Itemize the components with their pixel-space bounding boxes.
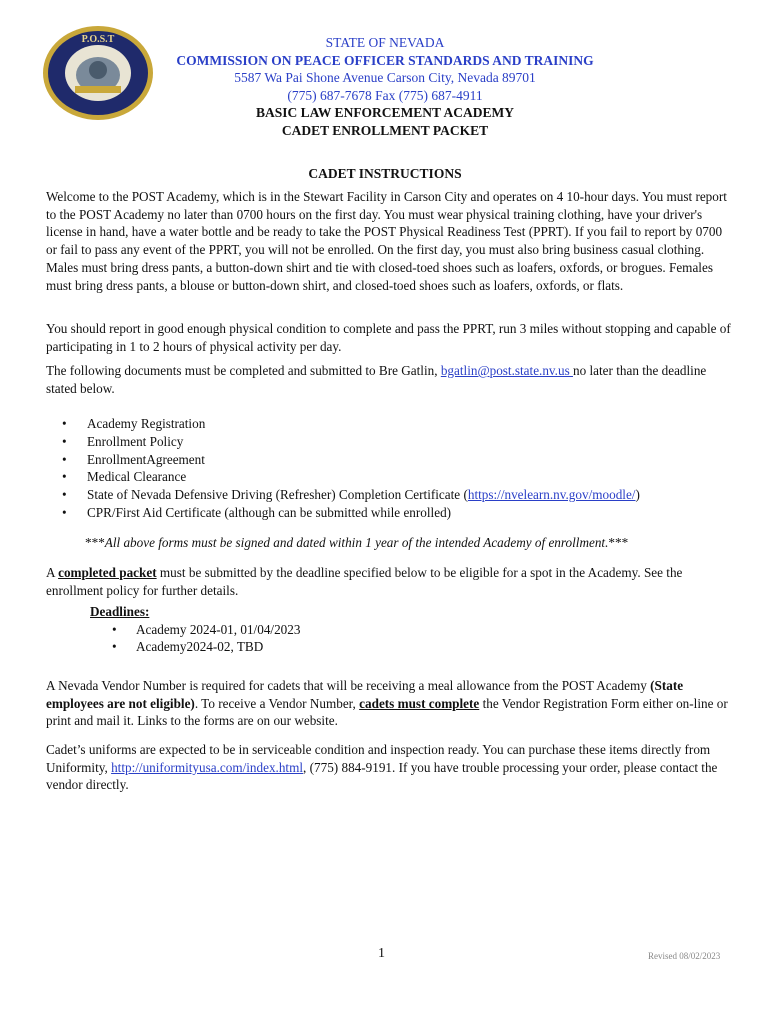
list-item: • Enrollment Policy xyxy=(60,433,740,451)
list-item: • CPR/First Aid Certificate (although can be submitted while enrolled) xyxy=(60,504,740,522)
phone-fax: (775) 687-7678 Fax (775) 687-4911 xyxy=(287,87,483,103)
email-link[interactable]: bgatlin@post.state.nv.us xyxy=(440,363,573,378)
vendor-number-paragraph: A Nevada Vendor Number is required for cadets that will be receiving a meal allowance from the POST Academy (State employees are not eligible). To receive a Vendor Number, cadets must complete the Vendor Registration Form either on-line or print and mail it. Links to the forms are on our website. xyxy=(46,678,728,729)
section-title: CADET INSTRUCTIONS xyxy=(308,166,462,181)
list-item: • Academy 2024-01, 01/04/2023 xyxy=(90,621,300,639)
address: 5587 Wa Pai Shone Avenue Carson City, Nevada 89701 xyxy=(234,70,536,85)
list-item: • State of Nevada Defensive Driving (Refresher) Completion Certificate (https://nvelearn.nv.gov/moodle/) xyxy=(60,486,740,504)
required-documents-list xyxy=(60,415,740,522)
uniformity-link[interactable]: http://uniformityusa.com/index.html xyxy=(111,759,304,775)
svg-text:P.O.S.T: P.O.S.T xyxy=(81,34,115,45)
list-item: • Academy2024-02, TBD xyxy=(90,638,300,656)
welcome-paragraph: Welcome to the POST Academy, which is in the Stewart Facility in Carson City and operates on 4 10-hour days. You must report to the POST Academy no later than 0700 hours on the first day. You must wear physical training clothing, have your driver's license in hand, have a water bottle and be ready to take the POST Physical Readiness Test (PPRT). If you fail to report by 0700 or fail to pass any event of the PPRT, you will not be enrolled. On the first day, you must also bring business casual clothing. Males must bring dress pants, a button-down shirt and tie with closed-toed shoes such as loafers, oxfords, or brogues. Females must bring dress pants, a blouse or button-down shirt, and closed-toed shoes such as loafers, oxfords, or flats. xyxy=(46,189,727,293)
commission-name: COMMISSION ON PEACE OFFICER STANDARDS AND TRAINING xyxy=(176,52,594,68)
signature-note: ***All above forms must be signed and dated within 1 year of the intended Academy of enrollment.*** xyxy=(85,535,629,550)
nvelearn-link[interactable]: https://nvelearn.nv.gov/moodle/ xyxy=(467,487,636,503)
documents-intro-paragraph: The following documents must be completed and submitted to Bre Gatlin, bgatlin@post.state.nv.us no later than the deadline stated below. xyxy=(46,363,707,396)
list-item: • Medical Clearance xyxy=(60,468,740,486)
completed-packet-paragraph: A completed packet must be submitted by the deadline specified below to be eligible for a spot in the Academy. See the enrollment policy for further details. xyxy=(46,565,683,598)
post-seal-logo xyxy=(35,23,161,123)
revised-date: Revised 08/02/2023 xyxy=(648,951,721,961)
deadlines-block xyxy=(90,603,300,656)
page-number: 1 xyxy=(378,946,385,961)
list-item: • EnrollmentAgreement xyxy=(60,451,740,469)
uniform-paragraph: Cadet’s uniforms are expected to be in serviceable condition and inspection ready. You can purchase these items directly from Uniformity, http://uniformityusa.com/index.html, (775) 884-9191. If you have trouble processing your order, please contact the vendor directly. xyxy=(46,742,718,793)
deadlines-heading: Deadlines: xyxy=(90,604,150,619)
letterhead xyxy=(150,34,620,139)
packet-title: CADET ENROLLMENT PACKET xyxy=(281,122,489,138)
list-item: • Academy Registration xyxy=(60,415,740,433)
physical-condition-paragraph: You should report in good enough physical condition to complete and pass the PPRT, run 3 miles without stopping and capable of participating in 1 to 2 hours of physical activity per day. xyxy=(46,321,731,354)
academy-name: BASIC LAW ENFORCEMENT ACADEMY xyxy=(256,105,514,120)
state-name: STATE OF NEVADA xyxy=(325,35,445,50)
